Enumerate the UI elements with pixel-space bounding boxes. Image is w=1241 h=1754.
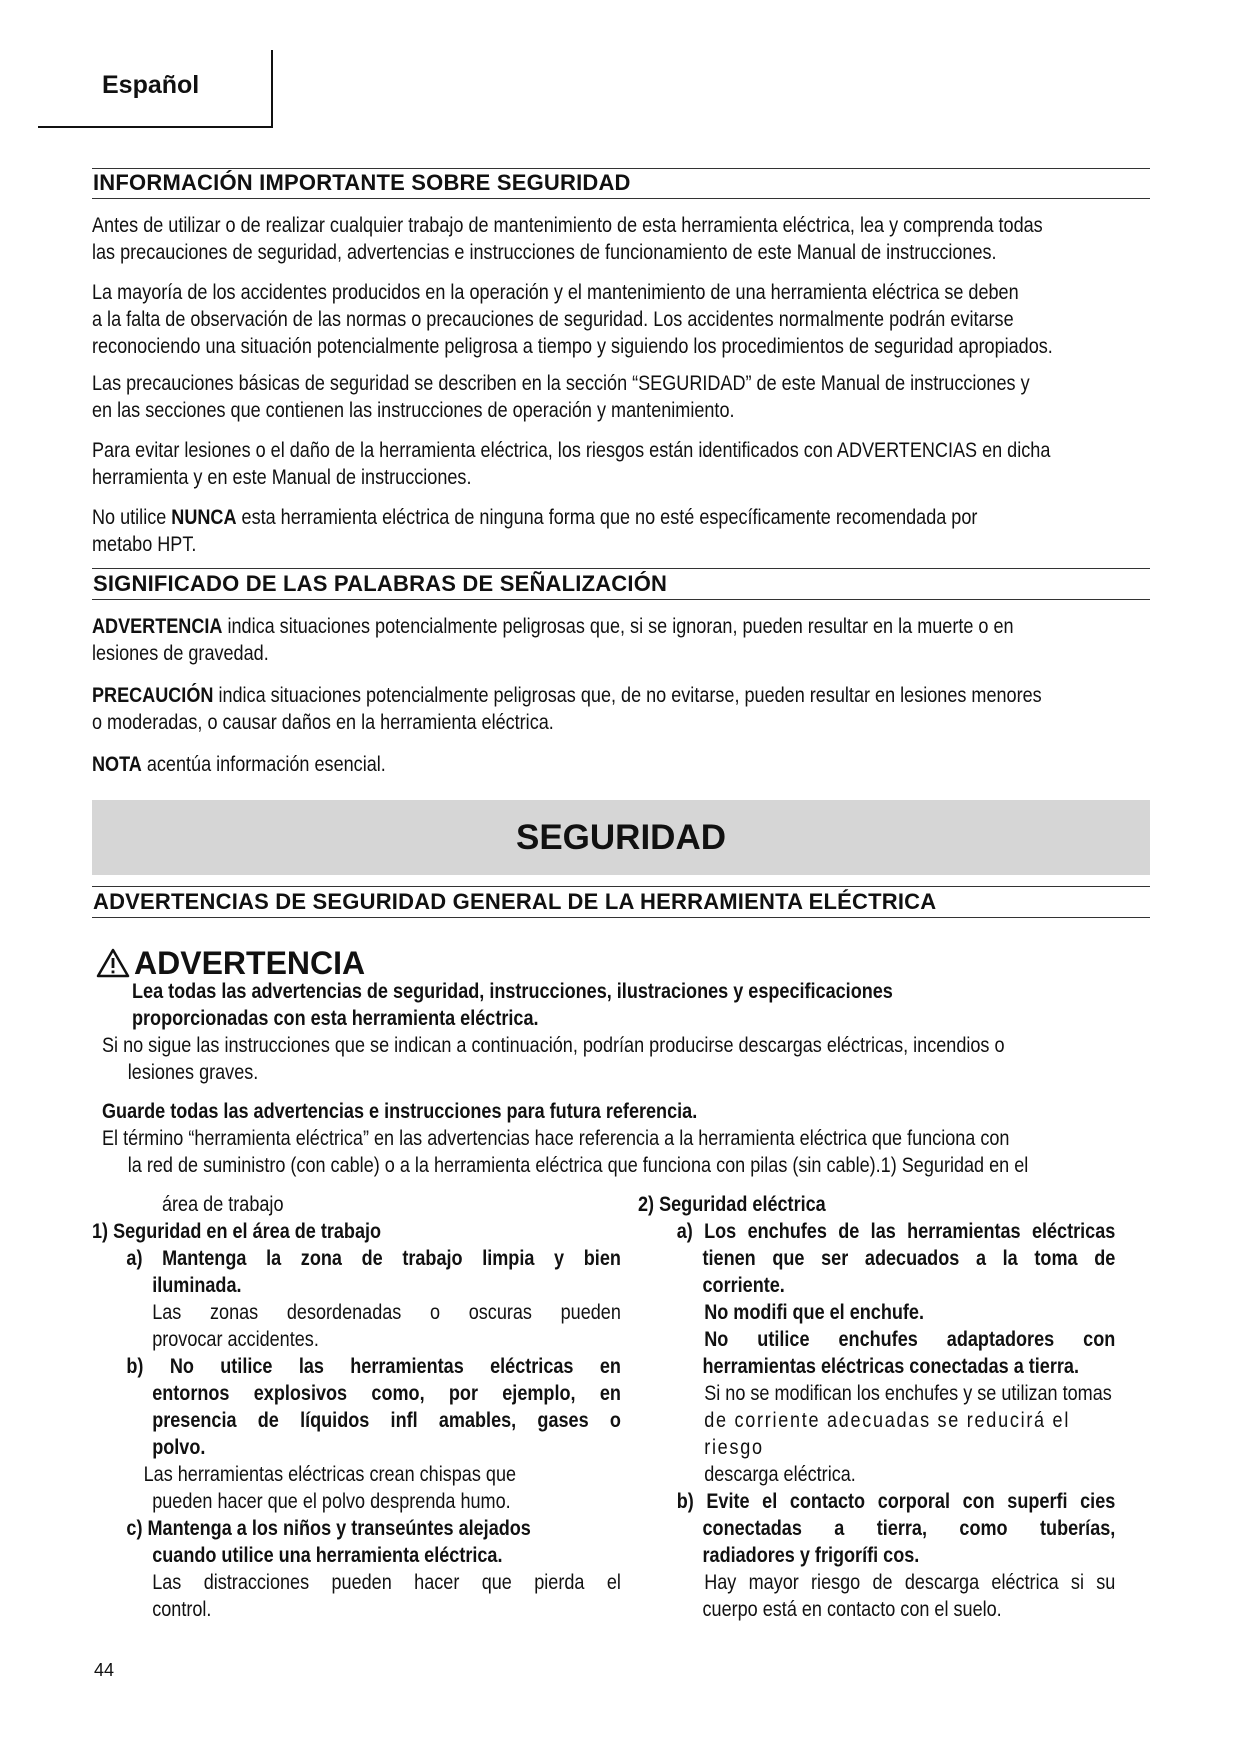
text-line: Antes de utilizar o de realizar cualquier trabajo de mantenimiento de esta herramienta eléctrica, lea y comprenda todas — [92, 214, 1043, 237]
text-line: lesiones graves. — [127, 1061, 259, 1084]
banner-title: SEGURIDAD — [515, 818, 727, 857]
item-c-title: cuando utilice una herramienta eléctrica. — [152, 1544, 503, 1567]
text-line: las precauciones de seguridad, advertencias e instrucciones de funcionamiento de este Manual de instrucciones. — [92, 241, 997, 264]
item-a-title: iluminada. — [152, 1274, 242, 1297]
term-nota: NOTA — [92, 753, 142, 776]
text-line: El término “herramienta eléctrica” en las advertencias hace referencia a la herramienta eléctrica que funciona con — [102, 1127, 1010, 1150]
warning-consequence — [102, 1032, 1005, 1086]
item-b-title: b) Evite el contacto corporal con superfi cies — [676, 1490, 1116, 1513]
item-a-text: Si no se modifican los enchufes y se utilizan tomas — [704, 1382, 1112, 1405]
text-line: área de trabajo — [162, 1193, 284, 1216]
item-a-title: herramientas eléctricas conectadas a tierra. — [702, 1355, 1079, 1378]
item-c-title: c) Mantenga a los niños y transeúntes alejados — [126, 1517, 531, 1540]
item-b-text: pueden hacer que el polvo desprenda humo. — [152, 1490, 511, 1513]
text-line: Lea todas las advertencias de seguridad, instrucciones, ilustraciones y especificaciones — [132, 980, 893, 1003]
text-line: Para evitar lesiones o el daño de la herramienta eléctrica, los riesgos están identificados con ADVERTENCIAS en dicha — [92, 439, 1051, 462]
item-a-title: No modifi que el enchufe. — [704, 1301, 924, 1324]
subheading-work-area: 1) Seguridad en el área de trabajo — [92, 1220, 382, 1243]
item-a-title: corriente. — [702, 1274, 785, 1297]
text-line: o moderadas, o causar daños en la herramienta eléctrica. — [92, 711, 554, 734]
section-rule — [92, 917, 1150, 918]
language-tab-label: Español — [102, 71, 200, 99]
warning-work-area-fragment — [162, 1191, 284, 1218]
section-heading-important-info: INFORMACIÓN IMPORTANTE SOBRE SEGURIDAD — [93, 170, 631, 195]
item-a-text: descarga eléctrica. — [704, 1463, 856, 1486]
term-precaucion: PRECAUCIÓN — [92, 684, 214, 707]
item-b-title: presencia de líquidos infl amables, gases o — [152, 1409, 621, 1432]
item-a-title: tienen que ser adecuados a la toma de — [702, 1247, 1116, 1270]
item-b-title: entornos explosivos como, por ejemplo, en — [152, 1382, 621, 1405]
text-line: Si no sigue las instrucciones que se indican a continuación, podrían producirse descargas eléctricas, incendios o — [102, 1034, 1005, 1057]
language-tab — [38, 50, 273, 128]
item-a-title: a) Los enchufes de las herramientas eléctricas — [676, 1220, 1116, 1243]
definition-note — [92, 751, 1152, 778]
text-span: acentúa información esencial. — [141, 753, 386, 776]
text-line — [92, 613, 1152, 640]
text-line: La mayoría de los accidentes producidos en la operación y el mantenimiento de una herramienta eléctrica se deben — [92, 281, 1019, 304]
item-b-title: conectadas a tierra, como tuberías, — [702, 1517, 1116, 1540]
text-line — [92, 504, 1152, 531]
paragraph-intro — [92, 212, 1152, 266]
seguridad-banner — [92, 800, 1150, 875]
definition-caution — [92, 682, 1152, 736]
warning-title — [96, 945, 365, 982]
paragraph-basic-precautions — [92, 370, 1152, 424]
text-line — [92, 751, 1152, 778]
item-b-text: cuerpo está en contacto con el suelo. — [702, 1598, 1002, 1621]
page-number: 44 — [94, 1660, 115, 1680]
item-c-text: Las distracciones pueden hacer que pierda el — [152, 1571, 621, 1594]
paragraph-avoid-injury — [92, 437, 1152, 491]
text-line: Las precauciones básicas de seguridad se describen en la sección “SEGURIDAD” de este Manual de instrucciones y — [92, 372, 1030, 395]
item-a-text: Las zonas desordenadas o oscuras pueden — [152, 1301, 621, 1324]
item-a-text: provocar accidentes. — [152, 1328, 319, 1351]
subheading-electrical-safety: 2) Seguridad eléctrica — [638, 1193, 826, 1216]
text-line: proporcionadas con esta herramienta eléctrica. — [132, 1007, 539, 1030]
text-line: a la falta de observación de las normas o precauciones de seguridad. Los accidentes normalmente podrán evitarse — [92, 308, 1014, 331]
item-b-text: Hay mayor riesgo de descarga eléctrica si su — [704, 1571, 1116, 1594]
section-rule — [92, 568, 1150, 569]
text-span: No utilice — [92, 506, 172, 529]
section-heading-signal-words: SIGNIFICADO DE LAS PALABRAS DE SEÑALIZACIÓN — [93, 571, 668, 596]
text-span: indica situaciones potencialmente peligrosas que, si se ignoran, pueden resultar en la muerte o en — [222, 615, 1014, 638]
section-rule — [92, 599, 1150, 600]
item-b-title: radiadores y frigorífi cos. — [702, 1544, 920, 1567]
warning-keep-instructions — [102, 1098, 697, 1125]
term-advertencia: ADVERTENCIA — [92, 615, 223, 638]
text-line: herramienta y en este Manual de instrucciones. — [92, 466, 472, 489]
warning-term-definition — [102, 1125, 1028, 1179]
item-b-title: polvo. — [152, 1436, 206, 1459]
text-line: reconociendo una situación potencialmente peligrosa a tiempo y siguiendo los procedimientos de seguridad apropiados. — [92, 335, 1053, 358]
item-b-title: b) No utilice las herramientas eléctricas en — [126, 1355, 621, 1378]
text-line: Guarde todas las advertencias e instrucciones para futura referencia. — [102, 1100, 698, 1123]
warning-triangle-icon — [96, 948, 130, 978]
text-line — [92, 682, 1152, 709]
text-line: en las secciones que contienen las instrucciones de operación y mantenimiento. — [92, 399, 735, 422]
left-column — [92, 1218, 621, 1623]
section-rule — [92, 168, 1150, 169]
section-rule — [92, 886, 1150, 887]
text-span: esta herramienta eléctrica de ninguna forma que no esté específicamente recomendada por — [236, 506, 978, 529]
paragraph-accidents — [92, 279, 1152, 360]
item-c-text: control. — [152, 1598, 212, 1621]
right-column — [638, 1191, 1115, 1623]
section-heading-general-warnings: ADVERTENCIAS DE SEGURIDAD GENERAL DE LA HERRAMIENTA ELÉCTRICA — [93, 889, 937, 914]
item-a-text: de corriente adecuadas se reducirá el riesgo — [704, 1409, 1071, 1459]
item-b-text: Las herramientas eléctricas crean chispas que — [143, 1463, 517, 1486]
text-span: indica situaciones potencialmente peligrosas que, de no evitarse, pueden resultar en lesiones menores — [213, 684, 1042, 707]
emphasis-never: NUNCA — [171, 506, 237, 529]
warning-title-text: ADVERTENCIA — [134, 945, 366, 981]
text-line: la red de suministro (con cable) o a la herramienta eléctrica que funciona con pilas (sin cable).1) Seguridad en el — [127, 1154, 1029, 1177]
item-a-title: a) Mantenga la zona de trabajo limpia y bien — [126, 1247, 621, 1270]
paragraph-never-use — [92, 504, 1152, 558]
warning-read-all — [132, 978, 893, 1032]
text-line: lesiones de gravedad. — [92, 642, 269, 665]
definition-warning — [92, 613, 1152, 667]
text-line: metabo HPT. — [92, 533, 197, 556]
section-rule — [92, 198, 1150, 199]
item-a-title: No utilice enchufes adaptadores con — [704, 1328, 1116, 1351]
